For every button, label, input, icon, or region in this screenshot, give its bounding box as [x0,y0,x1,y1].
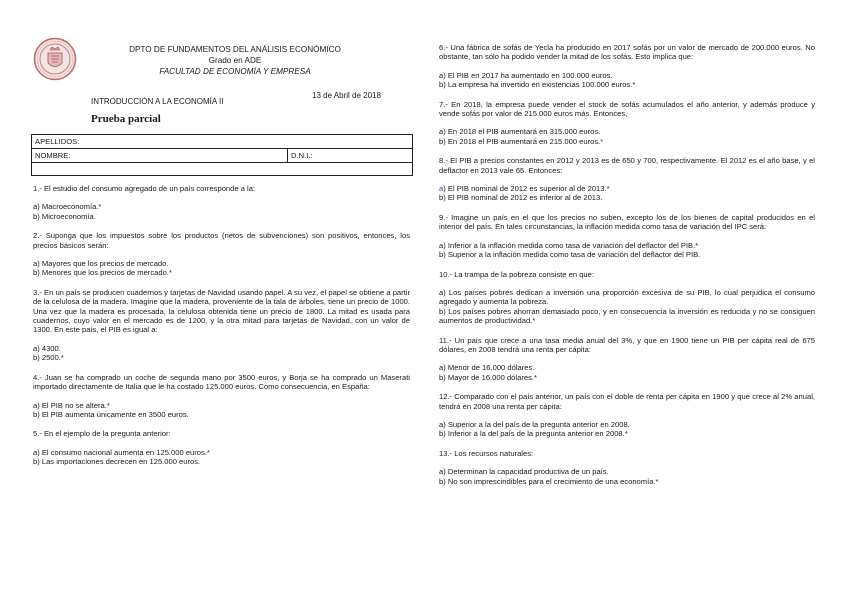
exam-title: Prueba parcial [91,113,161,125]
q7-answer-mark: * [600,136,604,146]
left-column [33,184,410,467]
right-column [439,43,815,486]
q1-option-a: a) Macroeconomía.* [33,202,102,212]
nombre-field[interactable]: NOMBRE: [35,151,71,160]
q6-option-a: a) El PIB en 2017 ha aumentado en 100.000 euros. [439,70,613,80]
q2-option-a: a) Mayores que los precios de mercado. [33,259,169,269]
course-name: INTRODUCCIÓN A LA ECONOMÍA II [91,97,224,106]
q13-option-a: a) Determinan la capacidad productiva de un país. [439,467,609,477]
q8-option-a [439,184,815,193]
q9-option-a: a) Inferior a la inflación medida como tasa de variación del deflactor del PIB.* [439,240,699,250]
q10-option-a: a) Los países pobres dedican a inversión una proporción excesiva de su PIB, lo cual perjudica el consumo agregado y aumenta la pobreza. [439,287,815,307]
q9-option-b: b) Superior a la inflación medida como tasa de variación del deflactor del PIB. [439,250,701,260]
q13-option-b: b) No son imprescindibles para el crecimiento de una economía.* [439,476,659,486]
q7-option-b-text: b) En 2018 el PIB aumentará en 215.000 euros. [439,136,601,146]
q8-option-a-text: ) El PIB nominal de 2012 es superior al de 2013.* [443,184,610,194]
question-2: 2.- Suponga que los impuestos sobre los productos (netos de subvenciones) son positivos, entonces, los precios básicos serán: [33,231,410,250]
q3-option-b: b) 2500.* [33,353,64,363]
q5-option-a: a) El consumo nacional aumenta en 125.000 euros.* [33,447,210,457]
question-1: 1.- El estudio del consumo agregado de un país corresponde a la: [33,184,256,193]
q10-option-b: b) Los países pobres ahorran demasiado poco, y en consecuencia la inversión es reducida y no se consiguen aumentos de productividad.* [439,306,815,326]
q11-option-b: b) Mayor de 16.000 dólares.* [439,372,537,382]
q7-option-a: a) En 2018 el PIB aumentará en 315.000 euros. [439,127,601,137]
university-seal-logo [33,37,77,81]
student-info-form [31,134,413,176]
question-10: 10.- La trampa de la pobreza consiste en que: [439,269,594,279]
q8-option-a-letter: a [439,184,444,194]
q11-option-a: a) Menor de 16.000 dólares. [439,363,535,373]
dni-field[interactable]: D.N.I.: [291,151,313,160]
question-8: 8.- El PIB a precios constantes en 2012 y 2013 es de 650 y 700, respectivamente. El 2012 es el año base, y el deflactor en 2013 vale 65. Entonces: [439,156,815,175]
q12-option-b: b) Inferior a la del país de la pregunta anterior en 2008.* [439,429,628,439]
q1-option-b: b) Microeconomía. [33,211,96,221]
degree-name: Grado en ADE [208,56,262,65]
q7-option-b [439,137,815,146]
department-name: DPTO DE FUNDAMENTOS DEL ANÁLISIS ECONÓMICO [129,45,341,54]
q5-option-b: b) Las importaciones decrecen en 125.000 euros. [33,457,201,467]
q6-option-b: b) La empresa ha invertido en existencias 100.000 euros.* [439,80,636,90]
question-4: 4.- Juan se ha comprado un coche de segunda mano por 3500 euros, y Borja se ha comprado un Maserati importado directamente de Italia que le ha costado 125.000 euros. Como consecuencia, en España: [33,372,410,392]
question-6: 6.- Una fábrica de sofás de Yecla ha producido en 2017 sofás por un valor de mercado de 200.000 euros. No obstante, tan sólo ha podido vender la mitad de los sofás. Esto implica que: [439,43,815,62]
question-13: 13.- Los recursos naturales: [439,448,534,458]
question-5: 5.- En el ejemplo de la pregunta anterior: [33,429,171,439]
question-3: 3.- En un país se producen cuadernos y tarjetas de Navidad usando papel. A su vez, el papel se obtiene a partir de la celulosa de la madera. Imagine que la madera, proveniente de la tala de árboles, tiene un precio de 1000. Una vez que la madera es procesada, la celulosa obtenida tiene un precio de 1800. La mitad es usada para cuadernos, cuyo valor en el mercado es de 1200, y la otra mitad para tarjetas de Navidad, con un valor de 1300. En este país, el PIB es igual a: [33,287,410,335]
q4-option-a: a) El PIB no se altera.* [33,400,110,410]
q3-option-a: a) 4300. [33,343,61,353]
faculty-name: FACULTAD DE ECONOMÍA Y EMPRESA [159,67,311,76]
question-9: 9.- Imagine un país en el que los precios no suben, excepto los de los bienes de capital producidos en el interior del país. En tales circunstancias, la inflación medida como tasa de variación del IPC será: [439,212,815,232]
q4-option-b: b) El PIB aumenta únicamente en 3500 euros. [33,409,189,419]
q8-option-b: b) El PIB nominal de 2012 es inferior al de 2013. [439,193,603,203]
exam-date: 13 de Abril de 2018 [312,91,381,100]
q2-option-b: b) Menores que los precios de mercado.* [33,268,172,278]
question-7: 7.- En 2018, la empresa puede vender el stock de sofás acumulados el año anterior, y además produce y vende sofás por valor de 215.000 euros más. Entonces, [439,99,815,119]
q12-option-a: a) Superior a la del país de la pregunta anterior en 2008. [439,419,630,429]
apellidos-field[interactable]: APELLIDOS: [35,137,80,146]
question-11: 11.- Un país que crece a una tasa media anual del 3%, y que en 1900 tiene un PIB per cápita real de 675 dólares, en 2008 tendrá una renta per cápita: [439,335,815,354]
question-12: 12.- Comparado con el país anterior, un país con el doble de renta per cápita en 1900 y que crece al 2% anual, tendrá en 2008 una renta per cápita: [439,392,815,411]
